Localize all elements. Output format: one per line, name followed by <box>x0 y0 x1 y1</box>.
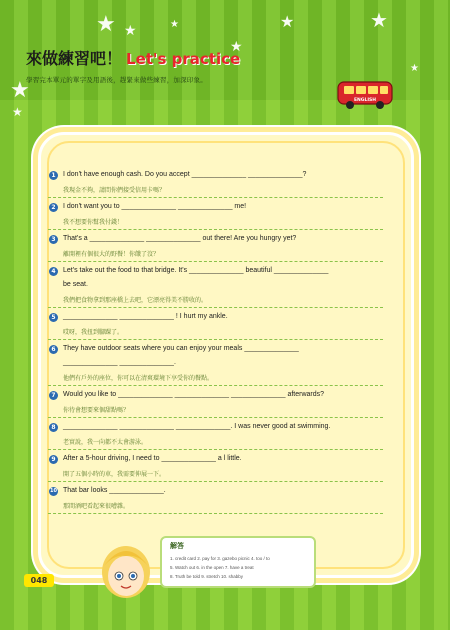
exercise-sentence: They have outdoor seats where you can enjoy your meals ______________ <box>63 345 299 352</box>
star-icon: ★ <box>12 105 23 119</box>
exercise-sentence-continued: ______________ ______________. <box>63 359 176 366</box>
exercise-translation: 我不想要你幫我付錢！ <box>63 219 124 226</box>
divider <box>48 481 383 482</box>
exercise-sentence: I don't have enough cash. Do you accept ______________ ______________? <box>63 171 307 178</box>
page-title-chinese: 來做練習吧！ <box>26 49 123 68</box>
star-icon: ★ <box>170 19 179 30</box>
answer-box <box>160 536 316 588</box>
exercise-sentence: That bar looks ______________. <box>63 487 166 494</box>
exercise-number: 9 <box>49 455 58 464</box>
star-icon: ★ <box>96 12 116 37</box>
answer-row: 8. Truth be told 9. stretch 10. shabby <box>170 574 244 579</box>
exercise-number: 2 <box>49 203 58 212</box>
star-icon: ★ <box>280 12 295 31</box>
exercise-translation: 你待會想要來個甜點嗎？ <box>63 407 130 414</box>
exercise-sentence: Would you like to ______________ ______________ ______________ afterwards? <box>63 391 325 398</box>
bus-icon <box>336 76 396 112</box>
star-icon: ★ <box>410 63 419 74</box>
bus-label: ENGLISH <box>353 98 377 103</box>
divider <box>48 307 383 308</box>
exercise-number: 7 <box>49 391 58 400</box>
divider <box>48 449 383 450</box>
exercise-sentence: ______________ ______________ ______________. I was never good at swimming. <box>63 423 331 430</box>
exercise-number: 10 <box>50 488 57 494</box>
exercise-number: 5 <box>49 313 58 322</box>
page-subtitle: 學習完本單元的單字及用語後，趕緊來做些練習，加深印象。 <box>26 76 207 84</box>
star-icon: ★ <box>370 8 388 32</box>
answer-row: 1. credit card 2. pay for 3. gazebo picnic 4. too / to <box>170 556 270 561</box>
page-number: 048 <box>24 574 54 587</box>
exercise-translation: 哎呀，我扭到腳踝了。 <box>63 329 124 336</box>
exercise-translation: 開了五個小時的車，我需要伸展一下。 <box>63 471 166 478</box>
answer-title: 解答 <box>170 542 184 550</box>
exercise-number: 3 <box>49 235 58 244</box>
exercise-translation: 他們有戶外的座位，你可以在清爽環境下享受你的餐點。 <box>63 375 214 382</box>
child-illustration <box>94 532 158 602</box>
exercise-number: 1 <box>49 171 58 180</box>
divider <box>48 339 383 340</box>
divider <box>48 261 383 262</box>
page-header <box>26 46 346 84</box>
divider <box>48 417 383 418</box>
page-title-english: Let's practice <box>126 50 241 68</box>
exercise-sentence: Let's take out the food to that bridge. It's ______________ beautiful ______________ <box>63 267 329 274</box>
exercise-sentence-continued: be seat. <box>63 281 88 288</box>
exercise-translation: 我現金不夠，請問你們接受信用卡嗎？ <box>63 187 166 194</box>
exercise-translation: 那間酒吧看起來很嘈雜。 <box>63 503 130 510</box>
star-icon: ★ <box>124 23 137 39</box>
exercise-number: 8 <box>49 423 58 432</box>
star-icon: ★ <box>10 78 30 103</box>
exercise-translation: 我們把食物拿到那座橋上去吧，它漂亮得美不勝收的。 <box>63 297 208 304</box>
exercise-sentence: I don't want you to ______________ ______________ me! <box>63 203 247 210</box>
exercise-card <box>38 132 414 578</box>
exercise-sentence: ______________ ______________ ! I hurt my ankle. <box>63 313 228 320</box>
star-icon: ★ <box>230 39 243 55</box>
divider <box>48 229 383 230</box>
divider <box>48 385 383 386</box>
exercise-translation: 離開裡有個很大的野餐！你餓了沒？ <box>63 251 160 258</box>
exercise-translation: 老實說，我一向都不太會游泳。 <box>63 439 148 446</box>
divider <box>48 513 383 514</box>
exercise-number: 4 <box>49 267 58 276</box>
answer-row: 5. Watch out 6. in the open 7. have a treat <box>170 565 254 570</box>
exercise-sentence: After a 5-hour driving, I need to ______________ a l little. <box>63 455 242 462</box>
divider <box>48 197 383 198</box>
exercise-number: 6 <box>49 345 58 354</box>
exercise-sentence: That's a ______________ ______________ out there! Are you hungry yet? <box>63 235 297 242</box>
